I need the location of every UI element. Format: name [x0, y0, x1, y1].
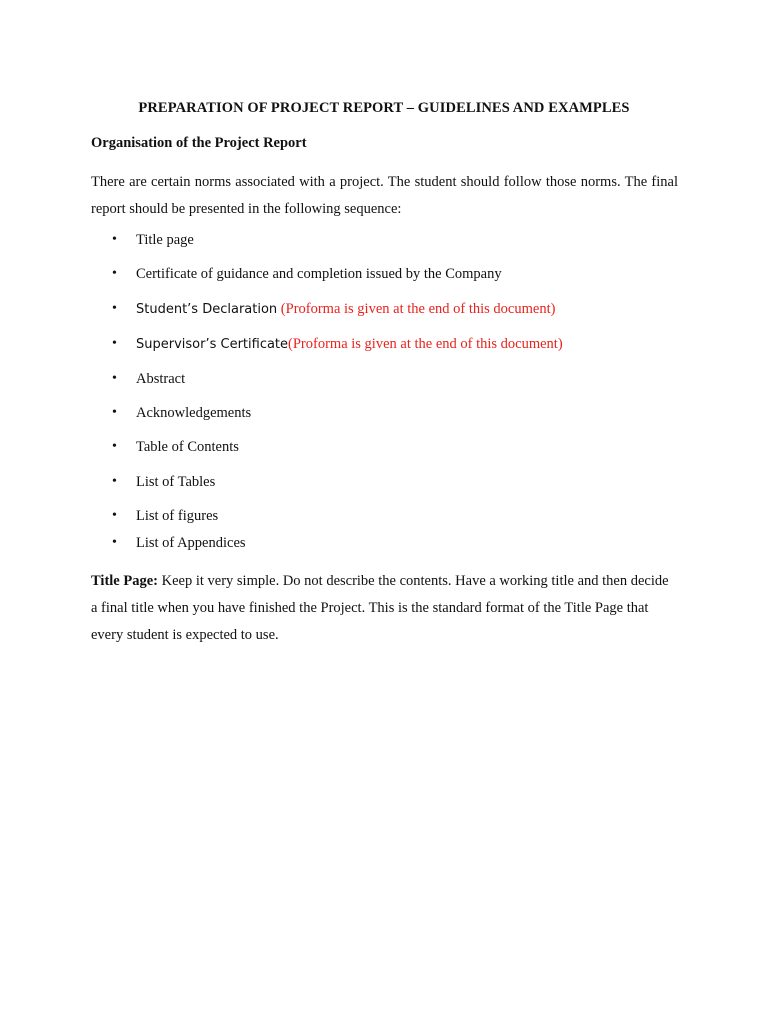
- proforma-note: (Proforma is given at the end of this document): [280, 301, 556, 317]
- list-item-label: Supervisor’s Certificate: [136, 337, 289, 352]
- list-item-label: Acknowledgements: [136, 405, 252, 421]
- bullet-icon: •: [112, 439, 117, 454]
- list-item-content: [136, 300, 555, 319]
- list-item-label: List of Appendices: [136, 535, 246, 551]
- section-heading: Organisation of the Project Report: [91, 135, 307, 151]
- title-page-paragraph: [91, 568, 671, 649]
- list-item-label: Student’s Declaration: [136, 302, 278, 317]
- list-item-label: Title page: [136, 232, 194, 248]
- proforma-note: (Proforma is given at the end of this document): [288, 336, 563, 352]
- bullet-icon: •: [112, 508, 117, 523]
- bullet-icon: •: [112, 232, 117, 247]
- bullet-icon: •: [112, 474, 117, 489]
- bullet-icon: •: [112, 336, 117, 351]
- bullet-icon: •: [112, 301, 117, 316]
- list-item-content: [136, 335, 563, 354]
- list-item-label: Abstract: [136, 371, 186, 387]
- bullet-icon: •: [112, 371, 117, 386]
- list-item-label: Certificate of guidance and completion issued by the Company: [136, 266, 502, 282]
- title-page-text: Keep it very simple. Do not describe the contents. Have a working title and then decide a final title when you have finished the Project. This is the standard format of the Title Page that every student is expected to use.: [91, 573, 669, 643]
- bullet-icon: •: [112, 405, 117, 420]
- intro-paragraph: There are certain norms associated with a project. The student should follow those norms. The final report should be presented in the following sequence:: [91, 174, 678, 217]
- list-item-label: Table of Contents: [136, 439, 239, 455]
- title-page-label: Title Page:: [91, 573, 158, 589]
- bullet-icon: •: [112, 535, 117, 550]
- list-item-label: List of figures: [136, 508, 219, 524]
- bullet-icon: •: [112, 266, 117, 281]
- list-item-label: List of Tables: [136, 474, 216, 490]
- document-title: PREPARATION OF PROJECT REPORT – GUIDELINES AND EXAMPLES: [138, 100, 630, 116]
